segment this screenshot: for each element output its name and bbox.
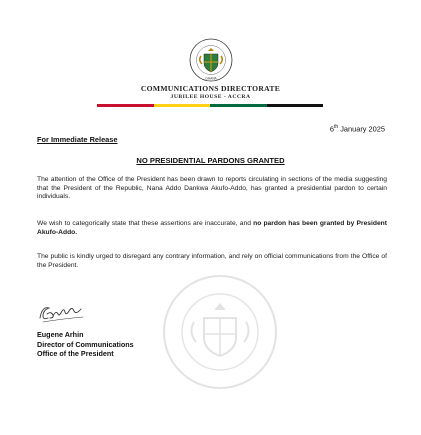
directorate-address: JUBILEE HOUSE - ACCRA (170, 94, 251, 100)
date-suffix: th (333, 124, 339, 130)
date-rest: January 2025 (338, 124, 385, 134)
signatory-block (37, 330, 134, 359)
svg-text:GHANA: GHANA (205, 76, 217, 81)
release-label: For Immediate Release (37, 135, 118, 144)
paragraph-2 (37, 220, 387, 237)
signatory-office: Office of the President (37, 349, 114, 359)
paragraph-1: The attention of the Office of the President has been drawn to reports circulating in sections of the media suggesting that the President of the Republic, Nana Addo Dankwa Akufo-Addo, has granted a presidential pardon to certain individuals. (37, 176, 387, 201)
date-day: 6 (329, 124, 334, 134)
seal-watermark-icon (160, 272, 280, 392)
signature-icon (37, 302, 87, 326)
signatory-name: Eugene Arhin (37, 330, 84, 339)
presidential-seal-icon (189, 38, 233, 82)
national-color-stripe (97, 104, 323, 107)
paragraph-2-bold: no pardon has been granted by President Akufo-Addo. (37, 220, 387, 236)
release-date (330, 124, 385, 133)
directorate-title: COMMUNICATIONS DIRECTORATE (140, 84, 281, 93)
paragraph-2-text: We wish to categorically state that these assertions are inaccurate, and (37, 220, 254, 227)
signatory-title: Director of Communications (37, 339, 134, 349)
paragraph-3: The public is kindly urged to disregard any contrary information, and rely on official communications from the Office of the President. (37, 253, 387, 269)
headline: NO PRESIDENTIAL PARDONS GRANTED (136, 156, 285, 165)
